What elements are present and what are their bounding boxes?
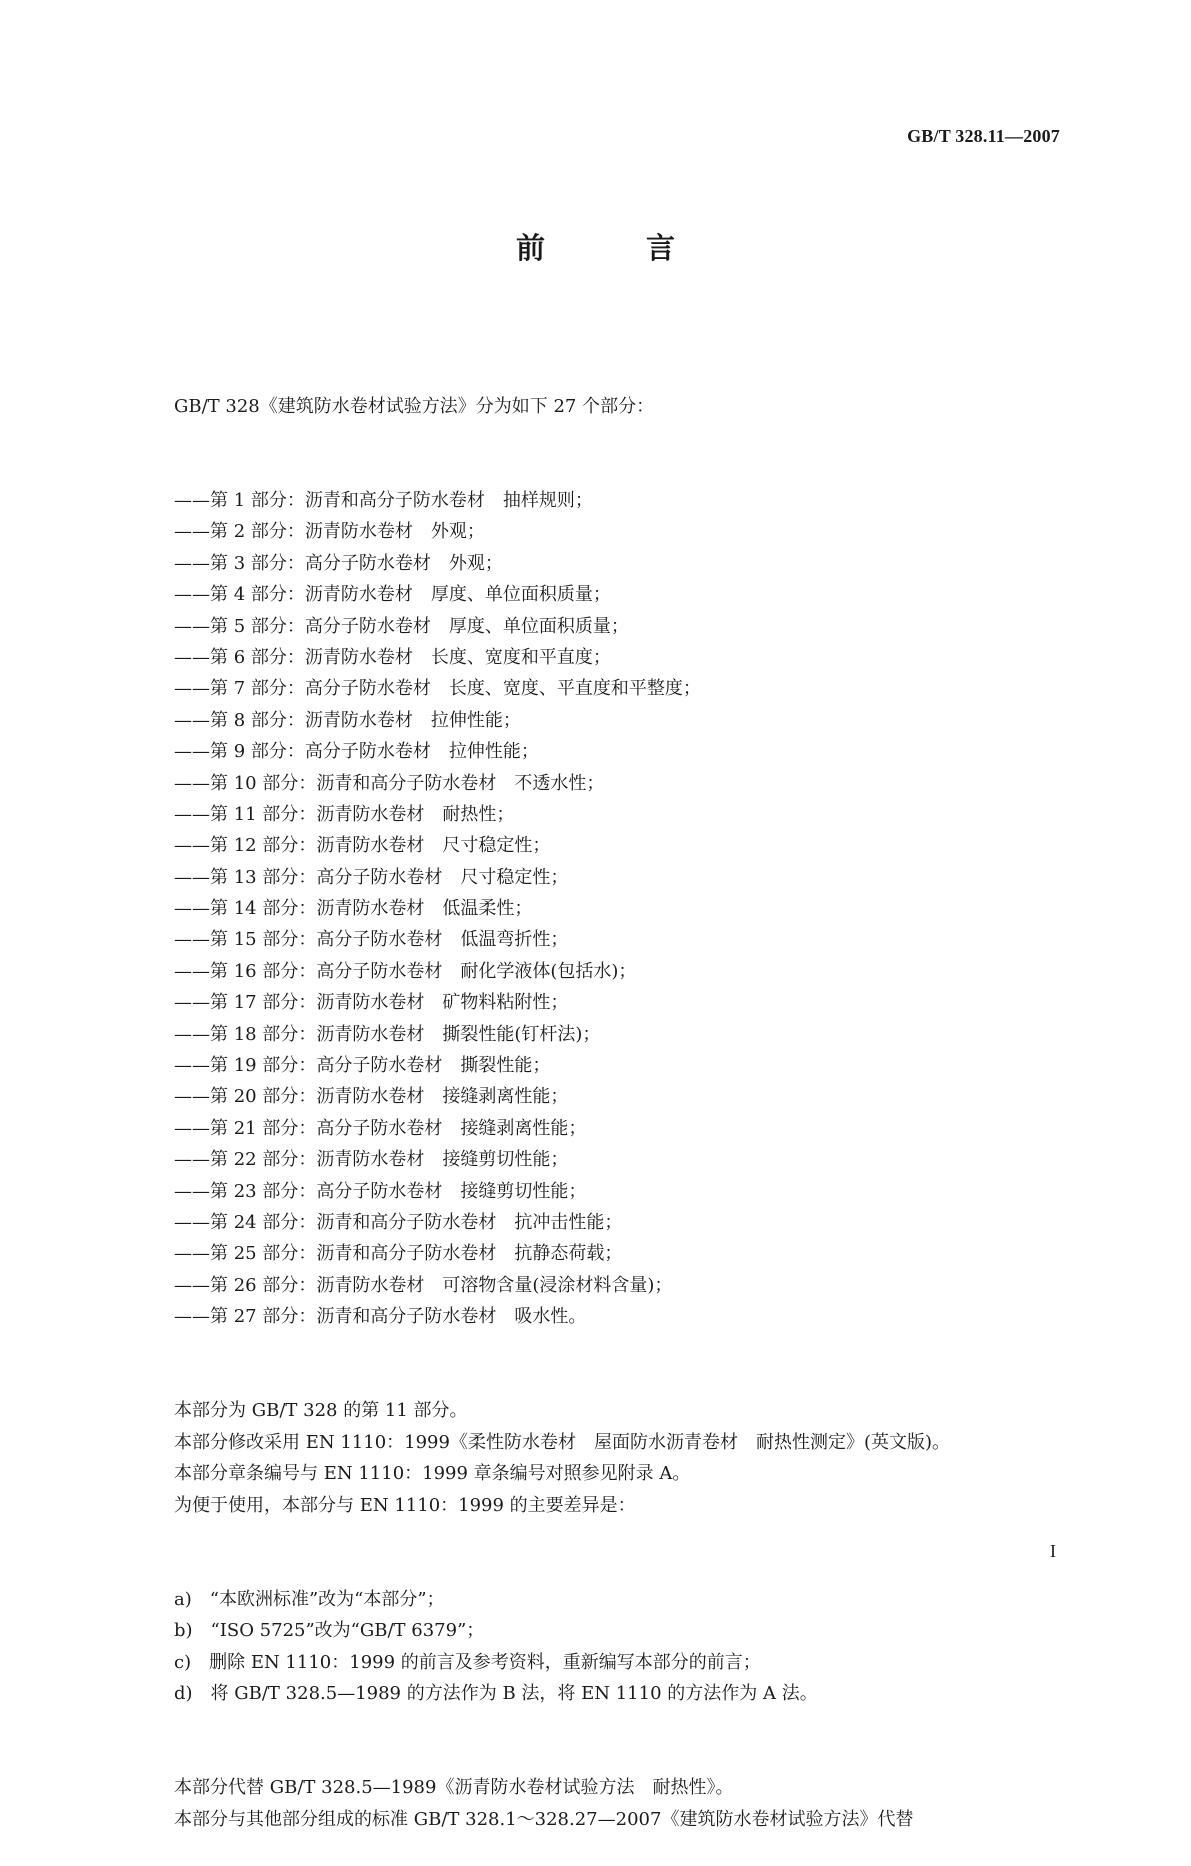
closing-paragraphs — [174, 1772, 1054, 1835]
part-list-item: ——第 5 部分：高分子防水卷材 厚度、单位面积质量； — [174, 615, 629, 637]
part-list-item: ——第 25 部分：沥青和高分子防水卷材 抗静态荷载； — [174, 1243, 623, 1265]
part-list-item: ——第 8 部分：沥青防水卷材 拉伸性能； — [174, 709, 521, 731]
part-list-item: ——第 4 部分：沥青防水卷材 厚度、单位面积质量； — [174, 584, 611, 606]
difference-item: b) “ISO 5725”改为“GB/T 6379”； — [174, 1620, 485, 1642]
part-list-item: ——第 9 部分：高分子防水卷材 拉伸性能； — [174, 741, 539, 763]
difference-item: a) “本欧洲标准”改为“本部分”； — [174, 1588, 445, 1610]
differences-list — [174, 1584, 1054, 1710]
closing-line: 本部分代替 GB/T 328.5—1989《沥青防水卷材试验方法 耐热性》。 — [174, 1777, 734, 1799]
part-list-item: ——第 16 部分：高分子防水卷材 耐化学液体(包括水)； — [174, 960, 637, 982]
part-list-item: ——第 18 部分：沥青防水卷材 撕裂性能(钉杆法)； — [174, 1023, 601, 1045]
part-list-item: ——第 1 部分：沥青和高分子防水卷材 抽样规则； — [174, 490, 593, 512]
part-list-item: ——第 26 部分：沥青防水卷材 可溶物含量(浸涂材料含量)； — [174, 1274, 673, 1296]
part-list-item: ——第 27 部分：沥青和高分子防水卷材 吸水性。 — [174, 1306, 587, 1328]
part-list-item: ——第 20 部分：沥青防水卷材 接缝剥离性能； — [174, 1086, 569, 1108]
part-list-item: ——第 2 部分：沥青防水卷材 外观； — [174, 521, 485, 543]
foreword-body — [174, 328, 1054, 1866]
paragraphs — [174, 1395, 1054, 1521]
paragraph-line: 为便于使用，本部分与 EN 1110：1999 的主要差异是： — [174, 1494, 636, 1516]
parts-list — [174, 485, 1054, 1333]
part-list-item: ——第 6 部分：沥青防水卷材 长度、宽度和平直度； — [174, 646, 611, 668]
part-list-item: ——第 11 部分：沥青防水卷材 耐热性； — [174, 803, 515, 825]
part-list-item: ——第 10 部分：沥青和高分子防水卷材 不透水性； — [174, 772, 605, 794]
difference-item: c) 删除 EN 1110：1999 的前言及参考资料，重新编写本部分的前言； — [174, 1651, 761, 1673]
part-list-item: ——第 7 部分：高分子防水卷材 长度、宽度、平直度和平整度； — [174, 678, 701, 700]
paragraph-line: 本部分修改采用 EN 1110：1999《柔性防水卷材 屋面防水沥青卷材 耐热性测定》(英文版)。 — [174, 1431, 950, 1453]
part-list-item: ——第 15 部分：高分子防水卷材 低温弯折性； — [174, 929, 569, 951]
part-list-item: ——第 19 部分：高分子防水卷材 撕裂性能； — [174, 1055, 551, 1077]
part-list-item: ——第 24 部分：沥青和高分子防水卷材 抗冲击性能； — [174, 1212, 623, 1233]
difference-item: d) 将 GB/T 328.5—1989 的方法作为 B 法，将 EN 1110 的方法作为 A 法。 — [174, 1682, 818, 1704]
paragraph-line: 本部分为 GB/T 328 的第 11 部分。 — [174, 1400, 468, 1422]
part-list-item: ——第 14 部分：沥青防水卷材 低温柔性； — [174, 898, 533, 920]
part-list-item: ——第 12 部分：沥青防水卷材 尺寸稳定性； — [174, 835, 551, 857]
page-title: 前 言 — [515, 231, 711, 265]
part-list-item: ——第 22 部分：沥青防水卷材 接缝剪切性能； — [174, 1149, 569, 1171]
part-list-item: ——第 13 部分：高分子防水卷材 尺寸稳定性； — [174, 866, 569, 888]
closing-line: 本部分与其他部分组成的标准 GB/T 328.1～328.27—2007《建筑防水卷材试验方法》代替 — [174, 1808, 914, 1830]
paragraph-line: 本部分章条编号与 EN 1110：1999 章条编号对照参见附录 A。 — [174, 1463, 691, 1485]
page-number: I — [1050, 1541, 1056, 1561]
part-list-item: ——第 23 部分：高分子防水卷材 接缝剪切性能； — [174, 1180, 587, 1202]
part-list-item: ——第 21 部分：高分子防水卷材 接缝剥离性能； — [174, 1117, 587, 1139]
standard-code: GB/T 328.11—2007 — [907, 126, 1060, 146]
intro-line: GB/T 328《建筑防水卷材试验方法》分为如下 27 个部分： — [174, 395, 655, 417]
part-list-item: ——第 3 部分：高分子防水卷材 外观； — [174, 552, 503, 574]
part-list-item: ——第 17 部分：沥青防水卷材 矿物料粘附性； — [174, 992, 569, 1014]
